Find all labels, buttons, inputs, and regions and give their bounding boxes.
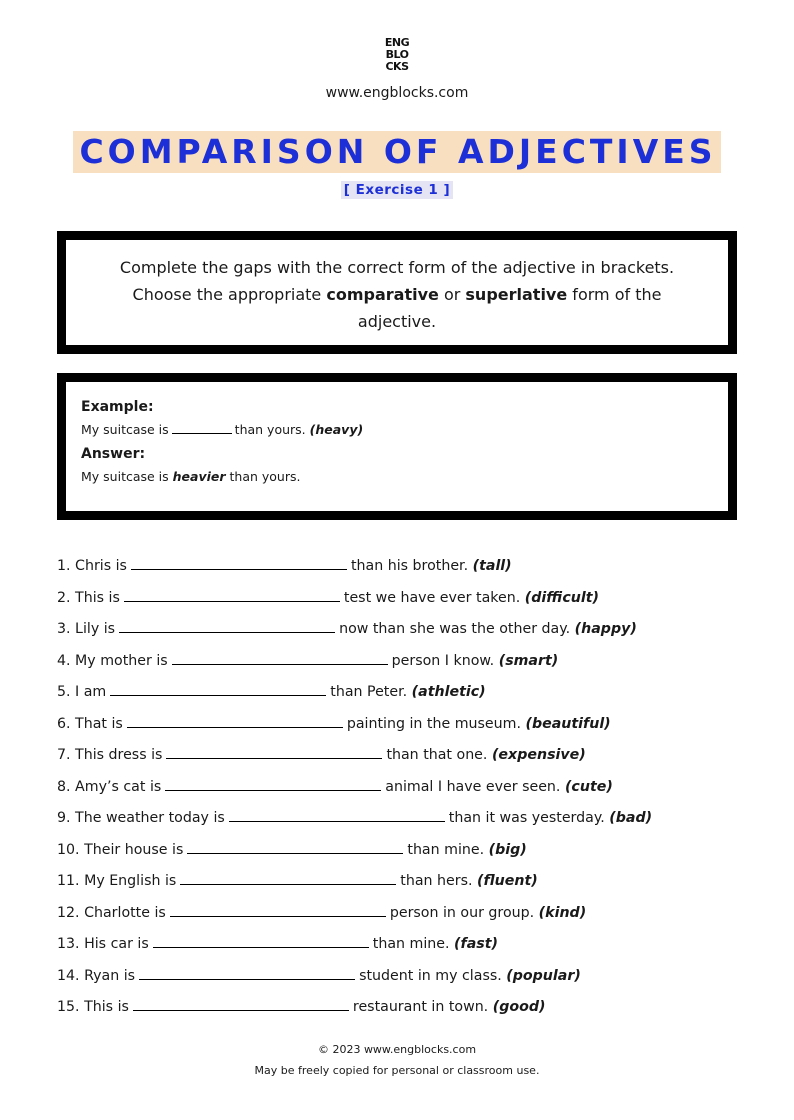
question-prefix: 6. That is <box>57 715 123 732</box>
answer-heading: Answer: <box>81 446 146 462</box>
instructions-superlative: superlative <box>465 285 568 304</box>
adjective-hint: (kind) <box>538 904 587 921</box>
answer-sentence <box>81 469 728 485</box>
answer-gap[interactable] <box>166 745 382 759</box>
question-prefix: 1. Chris is <box>57 558 127 574</box>
example-sentence <box>81 422 728 438</box>
questions-list <box>57 556 757 1029</box>
instructions-line-2 <box>66 281 728 308</box>
subtitle-wrap <box>0 179 794 199</box>
example-heading: Example: <box>81 399 154 415</box>
question-suffix: person in our group. <box>389 904 535 921</box>
question-item <box>57 745 757 777</box>
answer-before: My suitcase is <box>81 469 173 484</box>
question-suffix: than that one. <box>386 747 488 763</box>
adjective-hint: (cute) <box>564 778 613 795</box>
question-item <box>57 934 757 966</box>
adjective-hint: (fluent) <box>477 873 538 889</box>
question-prefix: 13. His car is <box>57 936 149 952</box>
answer-gap[interactable] <box>127 714 343 728</box>
question-item <box>57 619 757 651</box>
adjective-hint: (athletic) <box>411 684 486 700</box>
adjective-hint: (fast) <box>454 936 498 952</box>
instructions-line-3: adjective. <box>357 312 437 331</box>
site-url[interactable]: www.engblocks.com <box>325 85 469 101</box>
example-gap <box>172 423 232 434</box>
engblocks-logo <box>0 37 794 73</box>
adjective-hint: (good) <box>492 999 546 1015</box>
question-prefix: 7. This dress is <box>57 747 163 763</box>
answer-gap[interactable] <box>131 556 347 570</box>
footer-note: May be freely copied for personal or classroom use. <box>254 1064 540 1077</box>
question-suffix: than mine. <box>407 841 485 858</box>
answer-word: heavier <box>172 469 226 484</box>
example-after: than yours. <box>234 422 306 437</box>
exercise-subtitle: [ Exercise 1 ] <box>341 181 453 199</box>
answer-gap[interactable] <box>119 619 335 633</box>
question-item <box>57 840 757 872</box>
question-item <box>57 871 757 903</box>
question-item <box>57 714 757 746</box>
instructions-comparative: comparative <box>326 285 439 304</box>
title-wrap <box>0 131 794 173</box>
answer-gap[interactable] <box>133 997 349 1011</box>
answer-gap[interactable] <box>165 777 381 791</box>
question-item <box>57 808 757 840</box>
answer-gap[interactable] <box>172 651 388 665</box>
question-prefix: 15. This is <box>57 999 129 1015</box>
question-suffix: than Peter. <box>330 684 408 700</box>
answer-gap[interactable] <box>110 682 326 696</box>
question-prefix: 10. Their house is <box>57 841 184 858</box>
answer-gap[interactable] <box>153 934 369 948</box>
instructions-line-2-mid: or <box>438 285 466 304</box>
page-title: COMPARISON OF ADJECTIVES <box>73 131 720 173</box>
adjective-hint: (happy) <box>574 621 637 637</box>
example-box <box>57 373 737 520</box>
question-suffix: restaurant in town. <box>352 999 489 1015</box>
question-prefix: 5. I am <box>57 684 107 700</box>
question-prefix: 14. Ryan is <box>57 967 136 984</box>
question-suffix: than his brother. <box>350 558 469 574</box>
adjective-hint: (smart) <box>498 652 559 669</box>
answer-gap[interactable] <box>170 903 386 917</box>
question-item <box>57 682 757 714</box>
question-suffix: than mine. <box>372 936 450 952</box>
question-suffix: than hers. <box>400 873 473 889</box>
answer-gap[interactable] <box>180 871 396 885</box>
question-suffix: painting in the museum. <box>346 715 521 732</box>
adjective-hint: (tall) <box>472 558 512 574</box>
question-prefix: 3. Lily is <box>57 621 116 637</box>
question-prefix: 9. The weather today is <box>57 810 225 826</box>
question-prefix: 11. My English is <box>57 873 177 889</box>
question-prefix: 2. This is <box>57 589 120 606</box>
question-suffix: than it was yesterday. <box>448 810 605 826</box>
logo-line-3: CKS <box>385 60 409 73</box>
answer-gap[interactable] <box>124 588 340 602</box>
question-item <box>57 588 757 620</box>
question-suffix: test we have ever taken. <box>343 589 521 606</box>
instructions-line-2-post: form of the <box>567 285 662 304</box>
question-suffix: animal I have ever seen. <box>385 778 561 795</box>
question-suffix: now than she was the other day. <box>339 621 571 637</box>
question-item <box>57 556 757 588</box>
adjective-hint: (difficult) <box>524 589 600 606</box>
adjective-hint: (popular) <box>506 967 581 984</box>
question-prefix: 8. Amy’s cat is <box>57 778 162 795</box>
question-suffix: student in my class. <box>359 967 502 984</box>
instructions-line-1: Complete the gaps with the correct form of the adjective in brackets. <box>119 258 675 277</box>
question-prefix: 4. My mother is <box>57 652 168 669</box>
footer-copyright: © 2023 www.engblocks.com <box>317 1043 477 1056</box>
answer-after: than yours. <box>225 469 301 484</box>
question-item <box>57 966 757 998</box>
question-item <box>57 651 757 683</box>
logo-line-2: BLO <box>385 48 409 61</box>
question-item <box>57 903 757 935</box>
answer-gap[interactable] <box>229 808 445 822</box>
answer-gap[interactable] <box>187 840 403 854</box>
question-prefix: 12. Charlotte is <box>57 904 166 921</box>
question-suffix: person I know. <box>391 652 495 669</box>
instructions-line-2-pre: Choose the appropriate <box>132 285 327 304</box>
example-hint: (heavy) <box>309 422 364 437</box>
instructions-box <box>57 231 737 354</box>
adjective-hint: (bad) <box>609 810 653 826</box>
adjective-hint: (big) <box>488 841 527 858</box>
answer-gap[interactable] <box>139 966 355 980</box>
example-before: My suitcase is <box>81 422 169 437</box>
adjective-hint: (expensive) <box>491 747 586 763</box>
question-item <box>57 777 757 809</box>
logo-line-1: ENG <box>384 36 410 49</box>
adjective-hint: (beautiful) <box>525 715 611 732</box>
question-item <box>57 997 757 1029</box>
